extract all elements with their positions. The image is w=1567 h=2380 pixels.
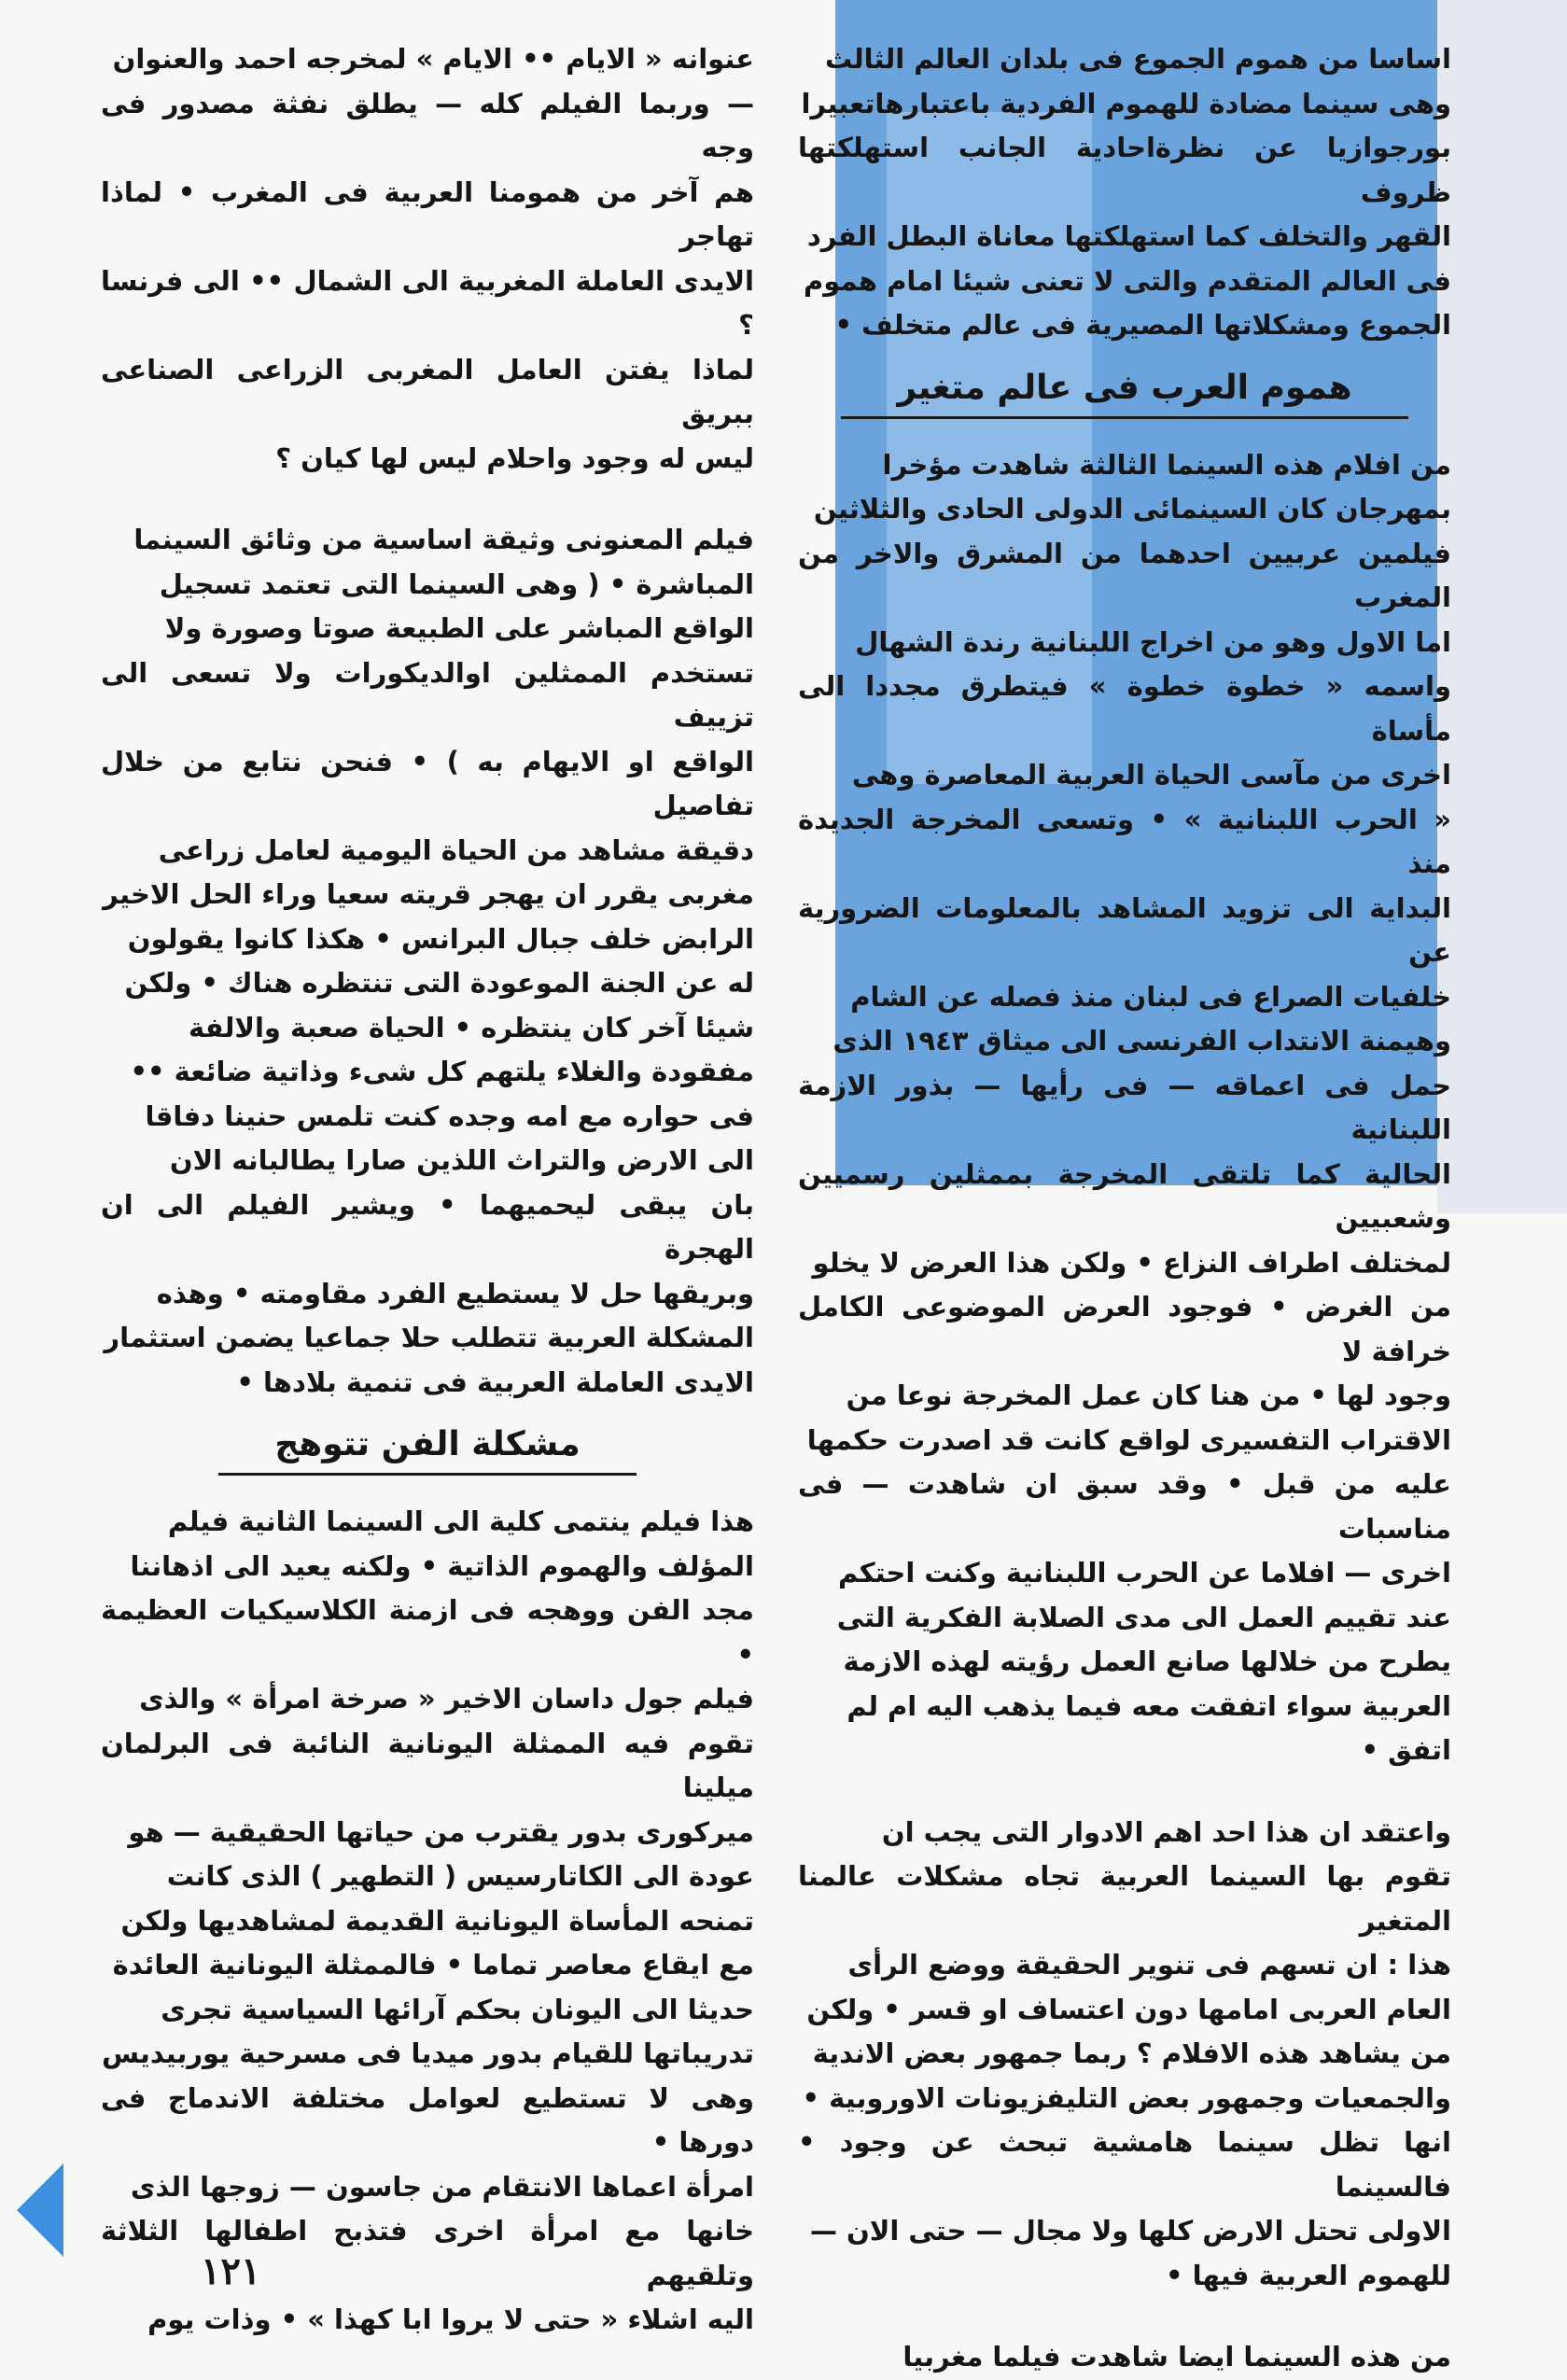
section-heading: مشكلة الفن تتوهج: [218, 1425, 636, 1476]
section-heading: هموم العرب فى عالم متغير: [841, 369, 1407, 419]
paragraph: هذا فيلم ينتمى كلية الى السينما الثانية فيلم المؤلف والهموم الذاتية • ولكنه يعيد الى اذهاننا مجد الفن ووهجه فى ازمنة الكلاسيكيات العظيمة • فيلم جول داسان الاخير « صرخة امرأة » والذى تقوم فيه الممثلة اليونانية النائبة فى البرلمان ميلينا ميركورى بدور يقترب من حياتها الحقيقية — هو عودة الى الكاتارسيس ( التطهير ) الذى كانت تمنحه المأساة اليونانية القديمة لمشاهديها ولكن مع ايقاع معاصر تماما • فالممثلة اليونانية العائدة حديثا الى اليونان بحكم آرائها السياسية تجرى تدريباتها للقيام بدور ميديا فى مسرحية يوربيديس وهى لا تستطيع لعوامل مختلفة الاندماج فى دورها • امرأة اعماها الانتقام من جاسون — زوجها الذى خانها مع امرأة اخرى فتذبح اطفالها الثلاثة وتلقيهم اليه اشلاء « حتى لا يروا ابا كهذا » • وذات يوم: [101, 1505, 754, 2335]
section-heading-wrap: [101, 1425, 754, 1476]
paragraph: واعتقد ان هذا احد اهم الادوار التى يجب ان تقوم بها السينما العربية تجاه مشكلات عالمنا المتغير هذا : ان تسهم فى تنوير الحقيقة ووضع الرأى العام العربى امامها دون اعتساف او قسر • ولكن من يشاهد هذه الافلام ؟ ربما جمهور بعض الاندية والجمعيات وجمهور بعض التليفزيونات الاوروبية • انها تظل سينما هامشية تبحث عن وجود • فالسينما الاولى تحتل الارض كلها ولا مجال — حتى الان — للهموم العربية فيها •: [798, 1815, 1451, 2291]
paragraph: من افلام هذه السينما الثالثة شاهدت مؤخرا بمهرجان كان السينمائى الدولى الحادى والثلاثين فيلمين عربيين احدهما من المشرق والاخر من المغرب اما الاول وهو من اخراج اللبنانية رندة الشهال واسمه « خطوة خطوة » فيتطرق مجددا الى مأساة اخرى من مآسى الحياة العربية المعاصرة وهى « الحرب اللبنانية » • وتسعى المخرجة الجديدة منذ البداية الى تزويد المشاهد بالمعلومات الضرورية عن خلفيات الصراع فى لبنان منذ فصله عن الشام وهيمنة الانتداب الفرنسى الى ميثاق ١٩٤٣ الذى حمل فى اعماقه — فى رأيها — بذور الازمة اللبنانية الحالية كما تلتقى المخرجة بممثلين رسميين وشعبيين لمختلف اطراف النزاع • ولكن هذا العرض لا يخلو من الغرض • فوجود العرض الموضوعى الكامل خرافة لا وجود لها • من هنا كان عمل المخرجة نوعا من الاقتراب التفسيرى لواقع كانت قد اصدرت حكمها عليه من قبل • وقد سبق ان شاهدت — فى مناسبات اخرى — افلاما عن الحرب اللبنانية وكنت احتكم عند تقييم العمل الى مدى الصلابة الفكرية التى يطرح من خلالها صانع العمل رؤيته لهذه الازمة العربية سواء اتفقت معه فيما يذهب اليه ام لم اتفق •: [798, 448, 1451, 1766]
page-number: ١٢١: [201, 2249, 261, 2293]
paragraph: اساسا من هموم الجموع فى بلدان العالم الثالث وهى سينما مضادة للهموم الفردية باعتبارهاتعبيرا بورجوازيا عن نظرةاحادية الجانب استهلكتها ظروف القهر والتخلف كما استهلكتها معاناة البطل الفرد فى العالم المتقدم والتى لا تعنى شيئا امام هموم الجموع ومشكلاتها المصيرية فى عالم متخلف •: [798, 43, 1451, 341]
paragraph: من هذه السينما ايضا شاهدت فيلما مغربيا: [902, 2341, 1451, 2373]
left-column: [101, 37, 754, 2343]
paragraph: عنوانه « الايام •• الايام » لمخرجه احمد والعنوان — وربما الفيلم كله — يطلق نفثة مصدور فى وجه هم آخر من همومنا العربية فى المغرب • لماذا تهاجر الايدى العاملة المغربية الى الشمال •• الى فرنسا ؟ لماذا يفتن العامل المغربى الزراعى الصناعى ببريق ليس له وجود واحلام ليس لها كيان ؟: [101, 43, 754, 474]
right-column: [798, 37, 1451, 2380]
page-marker-triangle-icon: [17, 2163, 63, 2257]
paragraph: فيلم المعنونى وثيقة اساسية من وثائق السينما المباشرة • ( وهى السينما التى تعتمد تسجيل الواقع المباشر على الطبيعة صوتا وصورة ولا تستخدم الممثلين اوالديكورات ولا تسعى الى تزييف الواقع او الايهام به ) • فنحن نتابع من خلال تفاصيل دقيقة مشاهد من الحياة اليومية لعامل زراعى مغربى يقرر ان يهجر قريته سعيا وراء الحل الاخير الرابض خلف جبال البرانس • هكذا كانوا يقولون له عن الجنة الموعودة التى تنتظره هناك • ولكن شيئا آخر كان ينتظره • الحياة صعبة والالفة مفقودة والغلاء يلتهم كل شىء وذاتية ضائعة •• فى حواره مع امه وجده كنت تلمس حنينا دفاقا الى الارض والتراث اللذين صارا يطالبانه الان بان يبقى ليحميهما • ويشير الفيلم الى ان الهجرة وبريقها حل لا يستطيع الفرد مقاومته • وهذه المشكلة العربية تتطلب حلا جماعيا يضمن استثمار الايدى العاملة العربية فى تنمية بلادها •: [101, 524, 754, 1398]
photo-edge-strip: [1437, 0, 1567, 1213]
section-heading-wrap: [798, 369, 1451, 419]
